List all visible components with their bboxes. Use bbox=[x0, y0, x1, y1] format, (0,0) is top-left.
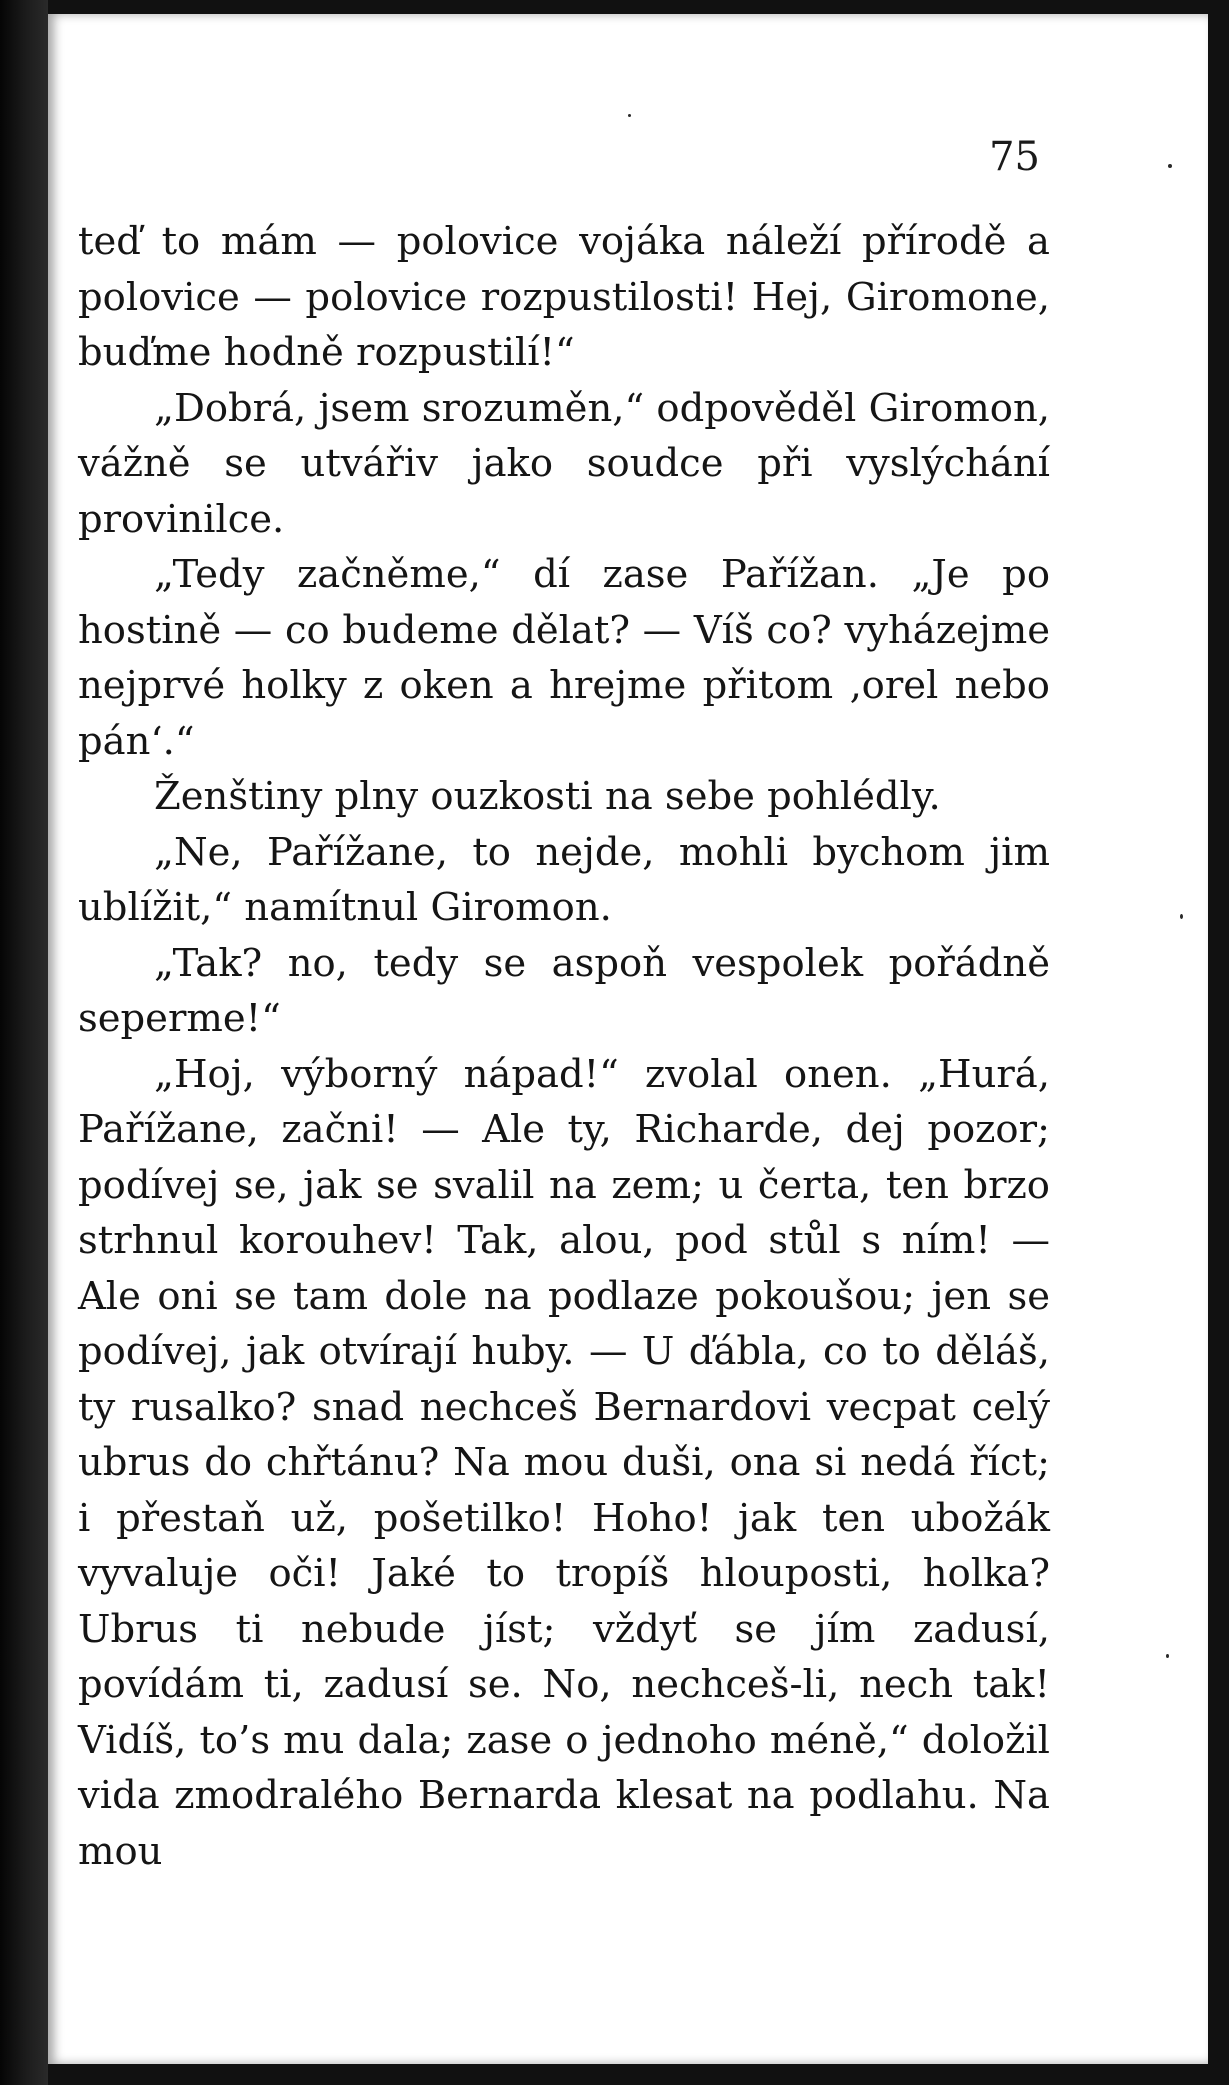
book-binding-edge bbox=[0, 0, 48, 2085]
body-text bbox=[78, 214, 1050, 1879]
print-speck bbox=[1166, 1654, 1169, 1658]
paragraph: „Hoj, výborný nápad!“ zvolal onen. „Hurá, Pařížane, začni! — Ale ty, Richarde, dej pozor; podívej se, jak se svalil na zem; u čerta, ten brzo strhnul korouhev! Tak, alou, pod stůl s ním! — Ale oni se tam dole na podlaze pokoušou; jen se podívej, jak otvírají huby. — U ďábla, co to děláš, ty rusalko? snad nechceš Bernardovi vecpat celý ubrus do chřtánu? Na mou duši, ona si nedá říct; i přestaň už, pošetilko! Hoho! jak ten ubožák vyvaluje oči! Jaké to tropíš hlouposti, holka? Ubrus ti nebude jíst; vždyť se jím zadusí, povídám ti, zadusí se. No, nechceš-li, nech tak! Vidíš, to’s mu dala; zase o jednoho méně,“ doložil vida zmodralého Bernarda klesat na podlahu. Na mou bbox=[78, 1051, 1050, 1874]
print-speck bbox=[628, 114, 631, 117]
paragraph-continuation: teď to mám — polovice vojáka náleží přírodě a polovice — polovice rozpustilosti! Hej, Giromone, buďme hodně rozpustilí!“ bbox=[78, 219, 1050, 375]
page-number: 75 bbox=[989, 134, 1040, 180]
paragraph: „Tak? no, tedy se aspoň vespolek pořádně seperme!“ bbox=[78, 940, 1050, 1041]
paragraph: „Dobrá, jsem srozuměn,“ odpověděl Giromon, vážně se utvářiv jako soudce při vyslýchání provinilce. bbox=[78, 385, 1050, 542]
paragraph: „Ne, Pařížane, to nejde, mohli bychom jim ublížit,“ namítnul Giromon. bbox=[78, 829, 1050, 930]
book-page bbox=[48, 14, 1208, 2064]
paragraph: Ženštiny plny ouzkosti na sebe pohlédly. bbox=[154, 774, 941, 819]
print-speck bbox=[1180, 914, 1183, 919]
paragraph: „Tedy začněme,“ dí zase Pařížan. „Je po hostině — co budeme dělat? — Víš co? vyházejme nejprvé holky z oken a hrejme přitom ‚orel nebo pán‘.“ bbox=[78, 552, 1050, 764]
print-speck bbox=[1168, 164, 1172, 168]
